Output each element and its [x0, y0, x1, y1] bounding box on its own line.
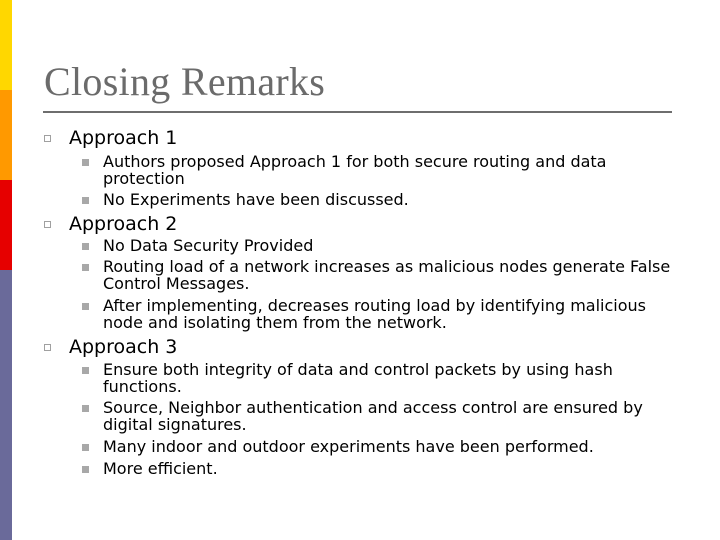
bullet-text: More efficient.	[103, 459, 218, 478]
bullet-item	[82, 191, 682, 208]
bullet-item	[82, 399, 682, 433]
bullet-item	[82, 258, 682, 292]
bullet-text: After implementing, decreases routing load by identifying malicious node and isolating them from the network.	[103, 296, 647, 332]
hollow-square-bullet-icon	[44, 135, 51, 142]
section-heading-label: Approach 2	[69, 213, 178, 235]
stripe-yellow	[0, 0, 12, 90]
stripe-purple	[0, 270, 12, 540]
stripe-red	[0, 180, 12, 270]
bullet-text: Routing load of a network increases as malicious nodes generate False Control Messages.	[103, 257, 671, 293]
filled-square-bullet-icon	[82, 197, 89, 204]
bullet-text: Many indoor and outdoor experiments have been performed.	[103, 437, 594, 456]
filled-square-bullet-icon	[82, 303, 89, 310]
slide-title: Closing Remarks	[44, 59, 326, 104]
section-heading-approach-1	[44, 127, 177, 149]
bullet-text: Source, Neighbor authentication and access control are ensured by digital signatures.	[103, 398, 643, 434]
section-heading-label: Approach 1	[69, 127, 178, 149]
filled-square-bullet-icon	[82, 466, 89, 473]
section-heading-approach-2	[44, 213, 177, 235]
bullet-item	[82, 237, 682, 254]
hollow-square-bullet-icon	[44, 344, 51, 351]
filled-square-bullet-icon	[82, 264, 89, 271]
bullet-text: Ensure both integrity of data and control packets by using hash functions.	[103, 360, 613, 396]
section-heading-approach-3	[44, 336, 177, 358]
bullet-item	[82, 460, 682, 477]
filled-square-bullet-icon	[82, 405, 89, 412]
section-heading-label: Approach 3	[69, 336, 178, 358]
bullet-item	[82, 153, 682, 187]
filled-square-bullet-icon	[82, 444, 89, 451]
bullet-item	[82, 438, 682, 455]
title-divider	[43, 111, 672, 113]
filled-square-bullet-icon	[82, 159, 89, 166]
bullet-text: No Experiments have been discussed.	[103, 190, 409, 209]
bullet-item	[82, 297, 682, 331]
bullet-text: Authors proposed Approach 1 for both secure routing and data protection	[103, 152, 607, 188]
bullet-text: No Data Security Provided	[103, 236, 314, 255]
stripe-orange	[0, 90, 12, 180]
bullet-item	[82, 361, 682, 395]
filled-square-bullet-icon	[82, 367, 89, 374]
hollow-square-bullet-icon	[44, 221, 51, 228]
filled-square-bullet-icon	[82, 243, 89, 250]
